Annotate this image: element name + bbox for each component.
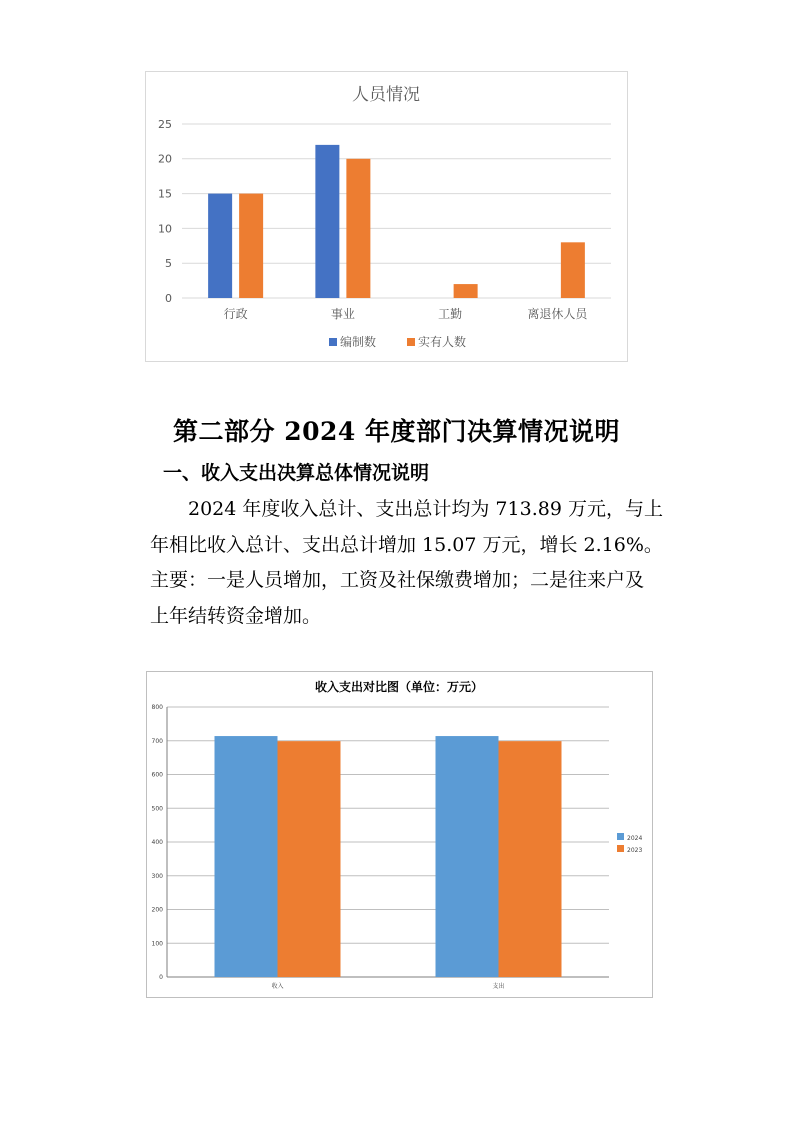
x-category-label: 收入 (271, 983, 284, 990)
legend-swatch-2024 (617, 833, 624, 840)
y-tick-label: 10 (158, 222, 172, 236)
x-category-label: 离退休人员 (527, 307, 588, 321)
staffing-chart-svg (146, 72, 627, 361)
paragraph-line-4: 上年结转资金增加。 (150, 604, 322, 627)
legend-label: 2023 (627, 847, 643, 854)
paragraph-line-1: 2024 年度收入总计、支出总计均为 713.89 万元，与上 (188, 498, 663, 520)
bar-实有人数-事业 (346, 159, 370, 298)
legend-swatch-实有人数 (407, 338, 415, 346)
paragraph-line-2: 年相比收入总计、支出总计增加 15.07 万元，增长 2.16%。 (150, 533, 663, 556)
income-expense-chart-svg (147, 672, 652, 997)
y-tick-label: 20 (158, 152, 172, 166)
bar-2023-支出 (499, 741, 562, 977)
y-tick-label: 0 (159, 974, 163, 982)
y-tick-label: 0 (165, 291, 172, 305)
legend-label: 2024 (627, 835, 643, 842)
y-tick-label: 300 (151, 872, 163, 880)
x-category-label: 事业 (330, 307, 355, 321)
bar-2024-收入 (215, 736, 278, 977)
bar-实有人数-离退休人员 (561, 242, 585, 298)
y-tick-label: 25 (158, 117, 172, 131)
y-tick-label: 5 (165, 257, 172, 271)
y-tick-label: 500 (151, 805, 163, 813)
summary-paragraph (150, 492, 680, 634)
y-tick-label: 800 (151, 704, 163, 712)
x-category-label: 行政 (223, 307, 248, 321)
y-tick-label: 600 (151, 771, 163, 779)
bar-实有人数-工勤 (454, 284, 478, 298)
y-tick-label: 15 (158, 187, 172, 201)
section-title: 第二部分 2024 年度部门决算情况说明 (173, 417, 620, 446)
chart-title: 收入支出对比图（单位：万元） (314, 680, 484, 694)
paragraph-line-3: 主要：一是人员增加，工资及社保缴费增加；二是往来户及 (150, 569, 645, 591)
y-tick-label: 100 (151, 940, 163, 948)
income-expense-chart (146, 671, 653, 998)
legend-label: 编制数 (340, 335, 377, 349)
x-category-label: 支出 (492, 983, 505, 990)
legend-label: 实有人数 (418, 335, 467, 349)
chart-title: 人员情况 (352, 85, 420, 105)
subsection-title: 一、收入支出决算总体情况说明 (163, 462, 430, 484)
bar-编制数-行政 (208, 194, 232, 298)
y-tick-label: 700 (151, 737, 163, 745)
legend-swatch-2023 (617, 845, 624, 852)
bar-编制数-事业 (315, 145, 339, 298)
x-category-label: 工勤 (438, 307, 463, 321)
bar-实有人数-行政 (239, 194, 263, 298)
bar-2024-支出 (436, 736, 499, 977)
legend-swatch-编制数 (329, 338, 337, 346)
bar-2023-收入 (278, 741, 341, 977)
y-tick-label: 400 (151, 839, 163, 847)
staffing-chart (145, 71, 628, 362)
y-tick-label: 200 (151, 906, 163, 914)
